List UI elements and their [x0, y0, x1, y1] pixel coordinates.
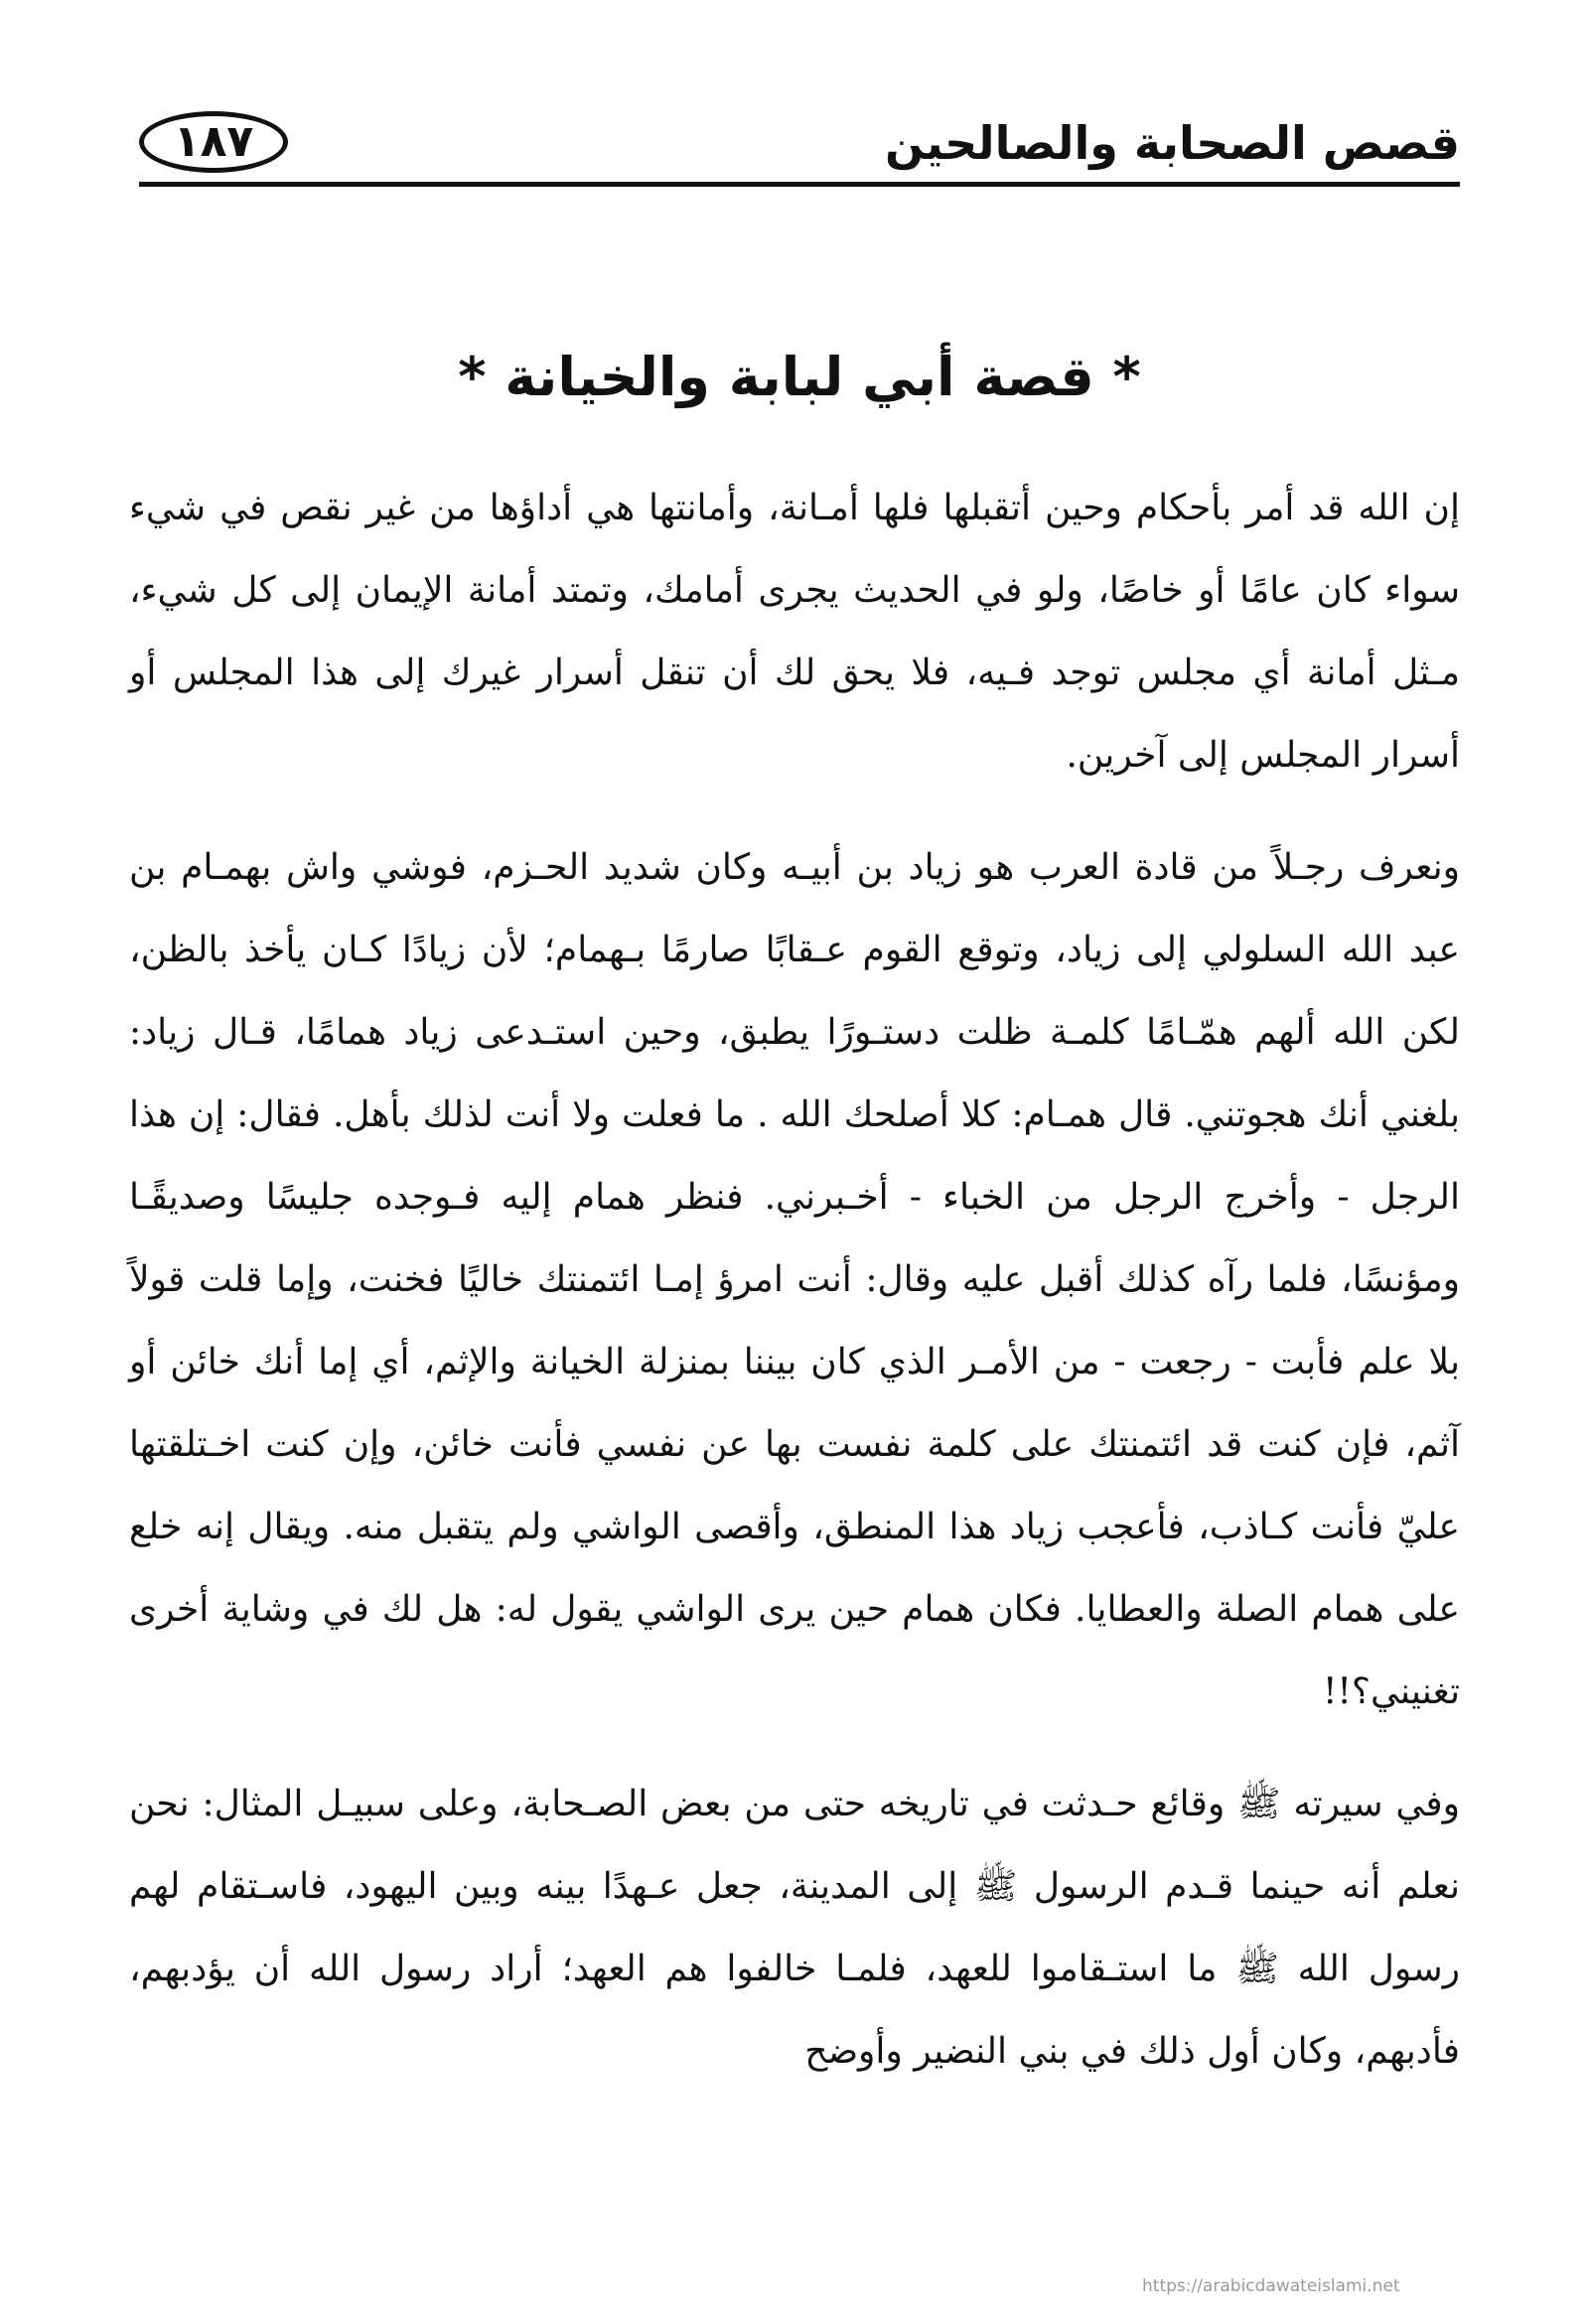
header-rule	[139, 182, 1460, 187]
chapter-title: * قصة أبي لبابة والخيانة *	[458, 346, 1141, 408]
watermark-url: https://arabicdawateislami.net	[1142, 2276, 1400, 2296]
paragraph-2: ونعرف رجـلاً من قادة العرب هو زياد بن أبيـه وكان شديد الحـزم، فوشي واش بهمـام بن عبد الله السلولي إلى زياد، وتوقع القوم عـقابًا صارمًا بـهمام؛ لأن زيادًا كـان يأخذ بالظن، لكن الله ألهم همّـامًا كلمـة ظلت دستـورًا يطبق، وحين استـدعى زياد همامًا، قـال زياد: بلغني أنك هجوتني. قال همـام: كلا أصلحك الله . ما فعلت ولا أنت لذلك بأهل. فقال: إن هذا الرجل - وأخرج الرجل من الخباء - أخـبرني. فنظر همام إليه فـوجده جليسًا وصديقًـا ومؤنسًا، فلما رآه كذلك أقبل عليه وقال: أنت امرؤ إمـا ائتمنتك خاليًا فخنت، وإما قلت قولاً بلا علم فأبت - رجعت - من الأمـر الذي كان بيننا بمنزلة الخيانة والإثم، أي إما أنك خائن أو آثم، فإن كنت قد ائتمنتك على كلمة نفست بها عن نفسي فأنت خائن، وإن كنت اخـتلقتها عليّ فأنت كـاذب، فأعجب زياد هذا المنطق، وأقصى الواشي ولم يتقبل منه. ويقال إنه خلع على همام الصلة والعطايا. فكان همام حين يرى الواشي يقول له: هل لك في وشاية أخرى تغنيني؟!!	[129, 847, 1460, 1712]
paragraph-1: إن الله قد أمر بأحكام وحين أتقبلها فلها أمـانة، وأمانتها هي أداؤها من غير نقص في شيء سواء كان عامًا أو خاصًا، ولو في الحديث يجرى أمامك، وتمتد أمانة الإيمان إلى كل شيء، مـثل أمانة أي مجلس توجد فـيه، فلا يحق لك أن تنقل أسرار غيرك إلى هذا المجلس أو أسرار المجلس إلى آخرين.	[129, 488, 1460, 776]
paragraph-3: وفي سيرته ﷺ وقائع حـدثت في تاريخه حتى من بعض الصـحابة، وعلى سبيـل المثال: نحن نعلم أنه حينما قـدم الرسول ﷺ إلى المدينة، جعل عـهدًا بينه وبين اليهود، فاسـتقام لهم رسول الله ﷺ ما استـقاموا للعهد، فلمـا خالفوا هم العهد؛ أراد رسول الله أن يؤدبهم، فأدبهم، وكان أول ذلك في بني النضير وأوضح	[129, 1784, 1460, 2072]
page-number: ١٨٧	[139, 111, 288, 173]
page-header	[139, 109, 1460, 189]
book-title: قصص الصحابة والصالحين	[884, 116, 1460, 170]
body-text	[129, 467, 1460, 2122]
